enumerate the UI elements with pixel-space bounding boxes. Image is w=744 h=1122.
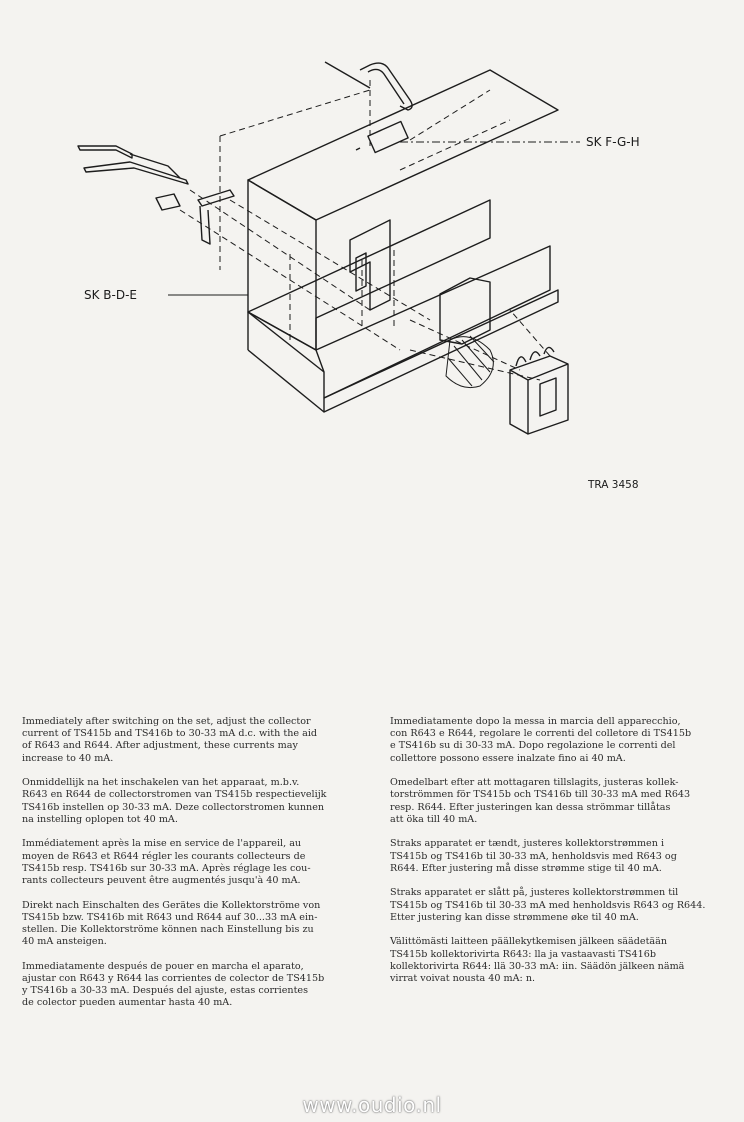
connector-body (156, 194, 180, 210)
paragraph-finnish: Välittömästi laitteen päällekytkemisen jälkeen säädetään TS415b kollektorivirta R643: lla ja vastaavasti TS416b kollektorivirta R644: llä 30-33 mA: iin. Säädön jälkeen nämä virrat voivat nousta 40 mA: n. (390, 936, 685, 985)
chassis-front (248, 200, 490, 350)
paragraph-danish: Straks apparatet er tændt, justeres kollektorstrømmen i TS415b og TS416b til 30-33 mA, henholdsvis med R643 og R644. Efter justering må disse strømme stige til 40 mA. (390, 838, 677, 874)
paragraph-italian: Immediatamente dopo la messa in marcia dell apparecchio, con R643 e R644, regolare le correnti del colletore di TS415b e TS416b su di 30-33 mA. Dopo regolazione le correnti del collettore possono essere inalzate fino ai 40 mA. (390, 716, 692, 764)
paragraph-dutch: Onmiddellijk na het inschakelen van het apparaat, m.b.v. R643 en R644 de collectorstromen van TS415b respectievelijk TS416b instellen op 30-33 mA. Deze collectorstromen kunnen na instelling oplopen tot 40 mA. (22, 777, 327, 825)
plate-slot (368, 121, 408, 152)
paragraph-german: Direkt nach Einschalten des Gerätes die Kollektorströme von TS415b bzw. TS416b mit R643 und R644 auf 30...33 mA ein- stellen. Die Kollektorströme können nach Einstellung bis zu 40 mA ansteigen. (22, 899, 321, 948)
paragraph-norwegian: Straks apparatet er slått på, justeres kollektorstrømmen til TS415b og TS416b til 30-33 mA med henholdsvis R643 og R644. Etter justering kan disse strømmene øke til 40 mA. (390, 887, 706, 923)
label-sk-bde: SK B-D-E (84, 288, 138, 302)
heatsink (446, 337, 493, 388)
exploded-assembly-diagram (70, 50, 710, 510)
top-plate (248, 70, 558, 220)
instructions-right-column (390, 716, 720, 998)
label-sk-fgh: SK F-G-H (586, 135, 640, 149)
wire-clip (325, 62, 412, 110)
label-drawing-ref: TRA 3458 (588, 479, 639, 491)
paragraph-spanish: Immediatamente después de pouer en marcha el aparato, ajustar con R643 y R644 las corrientes de colector de TS415b y TS416b a 30-33 mA. Después del ajuste, estas corrientes de colector pueden aumentar hasta 40 mA. (22, 960, 325, 1009)
paragraph-english: Immediately after switching on the set, adjust the collector current of TS415b and TS416b to 30-33 mA d.c. with the aid of R643 and R644. After adjustment, these currents may increase to 40 mA. (22, 716, 318, 764)
side-flap (440, 278, 490, 344)
watermark-footer: www.oudio.nl (302, 1093, 442, 1117)
paragraph-french: Immédiatement après la mise en service de l'appareil, au moyen de R643 et R644 régler les courants collecteurs de TS415b resp. TS416b sur 30-33 mA. Après réglage les cou- rants collecteurs peuvent être augmentés jusqu'à 40 mA. (22, 838, 311, 887)
instructions-left-column (22, 716, 352, 1022)
connector-plug (78, 146, 132, 158)
paragraph-swedish: Omedelbart efter att mottagaren tillslagits, justeras kollek- torströmmen för TS415b och TS416b till 30-33 mA med R643 resp. R644. Efter justeringen kan dessa strömmar tillåtas att öka till 40 mA. (390, 777, 691, 825)
